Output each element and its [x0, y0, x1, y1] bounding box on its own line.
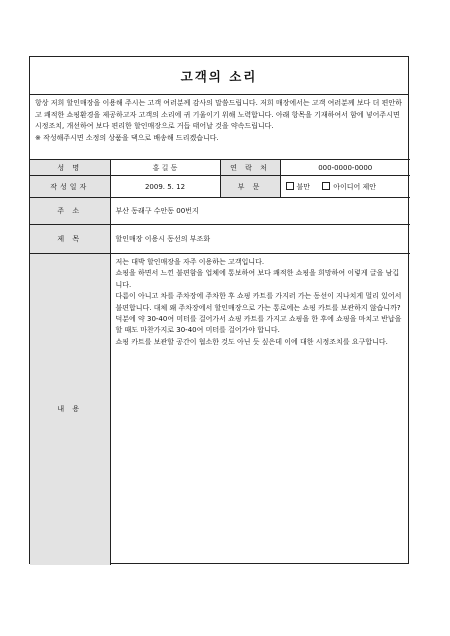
subject-value[interactable]: 할인매장 이용시 동선의 부조화	[110, 225, 410, 254]
category-option-label: 아이디어 제안	[333, 182, 377, 191]
address-value[interactable]: 부산 동래구 수안동 00번지	[110, 198, 410, 225]
customer-voice-form	[29, 56, 409, 564]
content-paragraph: 쇼핑을 하면서 느낀 불편함을 업체에 통보하여 보다 쾌적한 쇼핑을 희망하여 이렇게 글을 남깁니다.	[115, 269, 400, 289]
checkbox-icon[interactable]	[322, 182, 330, 190]
row-address	[30, 198, 410, 225]
contact-label: 연 락 처	[220, 160, 280, 176]
date-value[interactable]: 2009. 5. 12	[110, 176, 220, 198]
subject-label: 제 목	[30, 225, 110, 254]
contact-value[interactable]: 000-0000-0000	[280, 160, 410, 176]
name-value[interactable]: 홍 길 동	[110, 160, 220, 176]
intro-text: 항상 저희 할인매장을 이용해 주시는 고객 여러분께 감사의 말씀드립니다. 저희 매장에서는 고객 여러분께 보다 더 편안하고 쾌적한 쇼핑환경을 제공하고자 고객의 소리에 귀 기울이기 위해 노력합니다. 아래 항목을 기재하여서 함에 넣어주시면 시정조치, 개선하여 보다 편리한 할인매장으로 거듭 태어날 것을 약속드립니다.	[35, 99, 402, 131]
content-paragraph: 다름이 아니고 차를 주차장에 주차한 후 쇼핑 카트를 가지러 가는 동선이 지나치게 멀리 있어서 불편합니다. 대체 왜 주차장에서 할인매장으로 가는 통로에는 쇼핑 카트를 보관하지 않습니까? 덕분에 약 30-40여 미터를 걸어가서 쇼핑 카트를 가지고 쇼핑을 한 후에 쇼핑을 마치고 반납을 할 때도 마찬가지로 30-40여 미터를 걸어가야 합니다.	[115, 292, 402, 335]
content-paragraph: 저는 대박 할인매장을 자주 이용하는 고객입니다.	[115, 258, 265, 266]
intro-note: ※ 작성해주시면 소정의 상품을 댁으로 배송해 드리겠습니다.	[35, 133, 219, 142]
intro-section	[30, 95, 408, 159]
category-option-idea[interactable]	[322, 183, 376, 191]
checkbox-icon[interactable]	[286, 182, 294, 190]
category-option-complaint[interactable]	[286, 183, 311, 191]
category-options	[280, 176, 410, 198]
name-label: 성 명	[30, 160, 110, 176]
form-table	[30, 159, 410, 565]
content-body[interactable]	[110, 254, 410, 565]
row-name-contact	[30, 160, 410, 176]
row-subject	[30, 225, 410, 254]
category-label: 부 문	[220, 176, 280, 198]
content-paragraph: 쇼핑 카트를 보관할 공간이 협소한 것도 아닌 듯 싶은데 이에 대한 시정조치를 요구합니다.	[115, 337, 388, 346]
row-content	[30, 254, 410, 565]
row-date-category	[30, 176, 410, 198]
category-option-label: 불만	[296, 182, 311, 191]
form-title: 고객의 소리	[30, 57, 408, 95]
address-label: 주 소	[30, 198, 110, 225]
content-label: 내 용	[30, 254, 110, 565]
date-label: 작성일자	[30, 176, 110, 198]
